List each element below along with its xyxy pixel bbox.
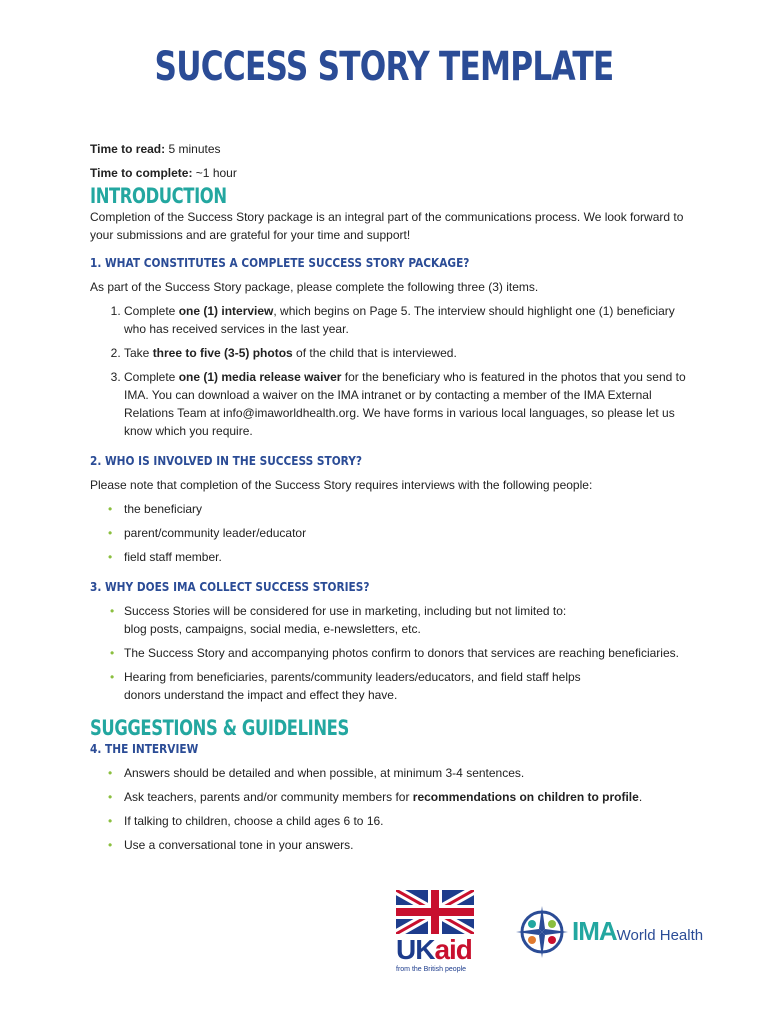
time-to-read-value: 5 minutes (165, 142, 221, 156)
list-item: • Ask teachers, parents and/or community members for recommendations on children to profile. (108, 788, 690, 806)
intro-text: Completion of the Success Story package is an integral part of the communications process. We look forward to your submissions and are grateful for your time and support! (90, 210, 684, 242)
list-item: • parent/community leader/educator (108, 524, 690, 542)
q4-list (90, 764, 690, 854)
time-to-read (90, 140, 690, 158)
document-body (90, 140, 690, 860)
list-item: 1. Complete one (1) interview, which begins on Page 5. The interview should highlight one (1) beneficiary who has received services in the last year. (124, 302, 690, 338)
q2-heading: 2. WHO IS INVOLVED IN THE SUCCESS STORY? (90, 454, 363, 468)
time-to-read-label: Time to read: (90, 142, 166, 156)
q2-list (90, 500, 690, 566)
document-title: SUCCESS STORY TEMPLATE (154, 44, 614, 90)
list-item: • Success Stories will be considered for use in marketing, including but not limited to: blog posts, campaigns, social media, e-newsletters, etc. (110, 602, 690, 638)
list-item: • Use a conversational tone in your answers. (108, 836, 690, 854)
list-item: • the beneficiary (108, 500, 690, 518)
intro-heading: INTRODUCTION (90, 184, 227, 208)
list-item: • field staff member. (108, 548, 690, 566)
list-item: • The Success Story and accompanying photos confirm to donors that services are reaching beneficiaries. (110, 644, 690, 662)
time-to-complete-value: ~1 hour (192, 166, 237, 180)
q2-lead: Please note that completion of the Success Story requires interviews with the following people: (90, 478, 593, 492)
ima-compass-icon (514, 904, 570, 960)
list-item: • If talking to children, choose a child ages 6 to 16. (108, 812, 690, 830)
ukaid-logo: UKaid (396, 934, 472, 965)
q1-lead: As part of the Success Story package, please complete the following three (3) items. (90, 280, 539, 294)
time-to-complete (90, 164, 690, 182)
ukaid-tagline: from the British people (396, 966, 467, 973)
union-jack-icon (396, 890, 474, 934)
q1-heading: 1. WHAT CONSTITUTES A COMPLETE SUCCESS STORY PACKAGE? (90, 256, 470, 270)
list-item: 3. Complete one (1) media release waiver for the beneficiary who is featured in the photos that you send to IMA. You can download a waiver on the IMA intranet or by contacting a member of the IMA External Relations Team at info@imaworldhealth.org. We have forms in various local languages, so please let us know which you require. (124, 368, 690, 440)
q1-list (90, 302, 690, 440)
list-item: 2. Take three to five (3-5) photos of the child that is interviewed. (124, 344, 690, 362)
list-item: • Hearing from beneficiaries, parents/community leaders/educators, and field staff helps donors understand the impact and effect they have. (110, 668, 690, 704)
ima-logo-text: IMAWorld Health (572, 916, 704, 946)
guidelines-heading: SUGGESTIONS & GUIDELINES (90, 716, 349, 740)
q4-heading: 4. THE INTERVIEW (90, 742, 199, 756)
time-to-complete-label: Time to complete: (90, 166, 193, 180)
q3-list (90, 602, 690, 704)
q3-heading: 3. WHY DOES IMA COLLECT SUCCESS STORIES? (90, 580, 370, 594)
list-item: • Answers should be detailed and when possible, at minimum 3-4 sentences. (108, 764, 690, 782)
